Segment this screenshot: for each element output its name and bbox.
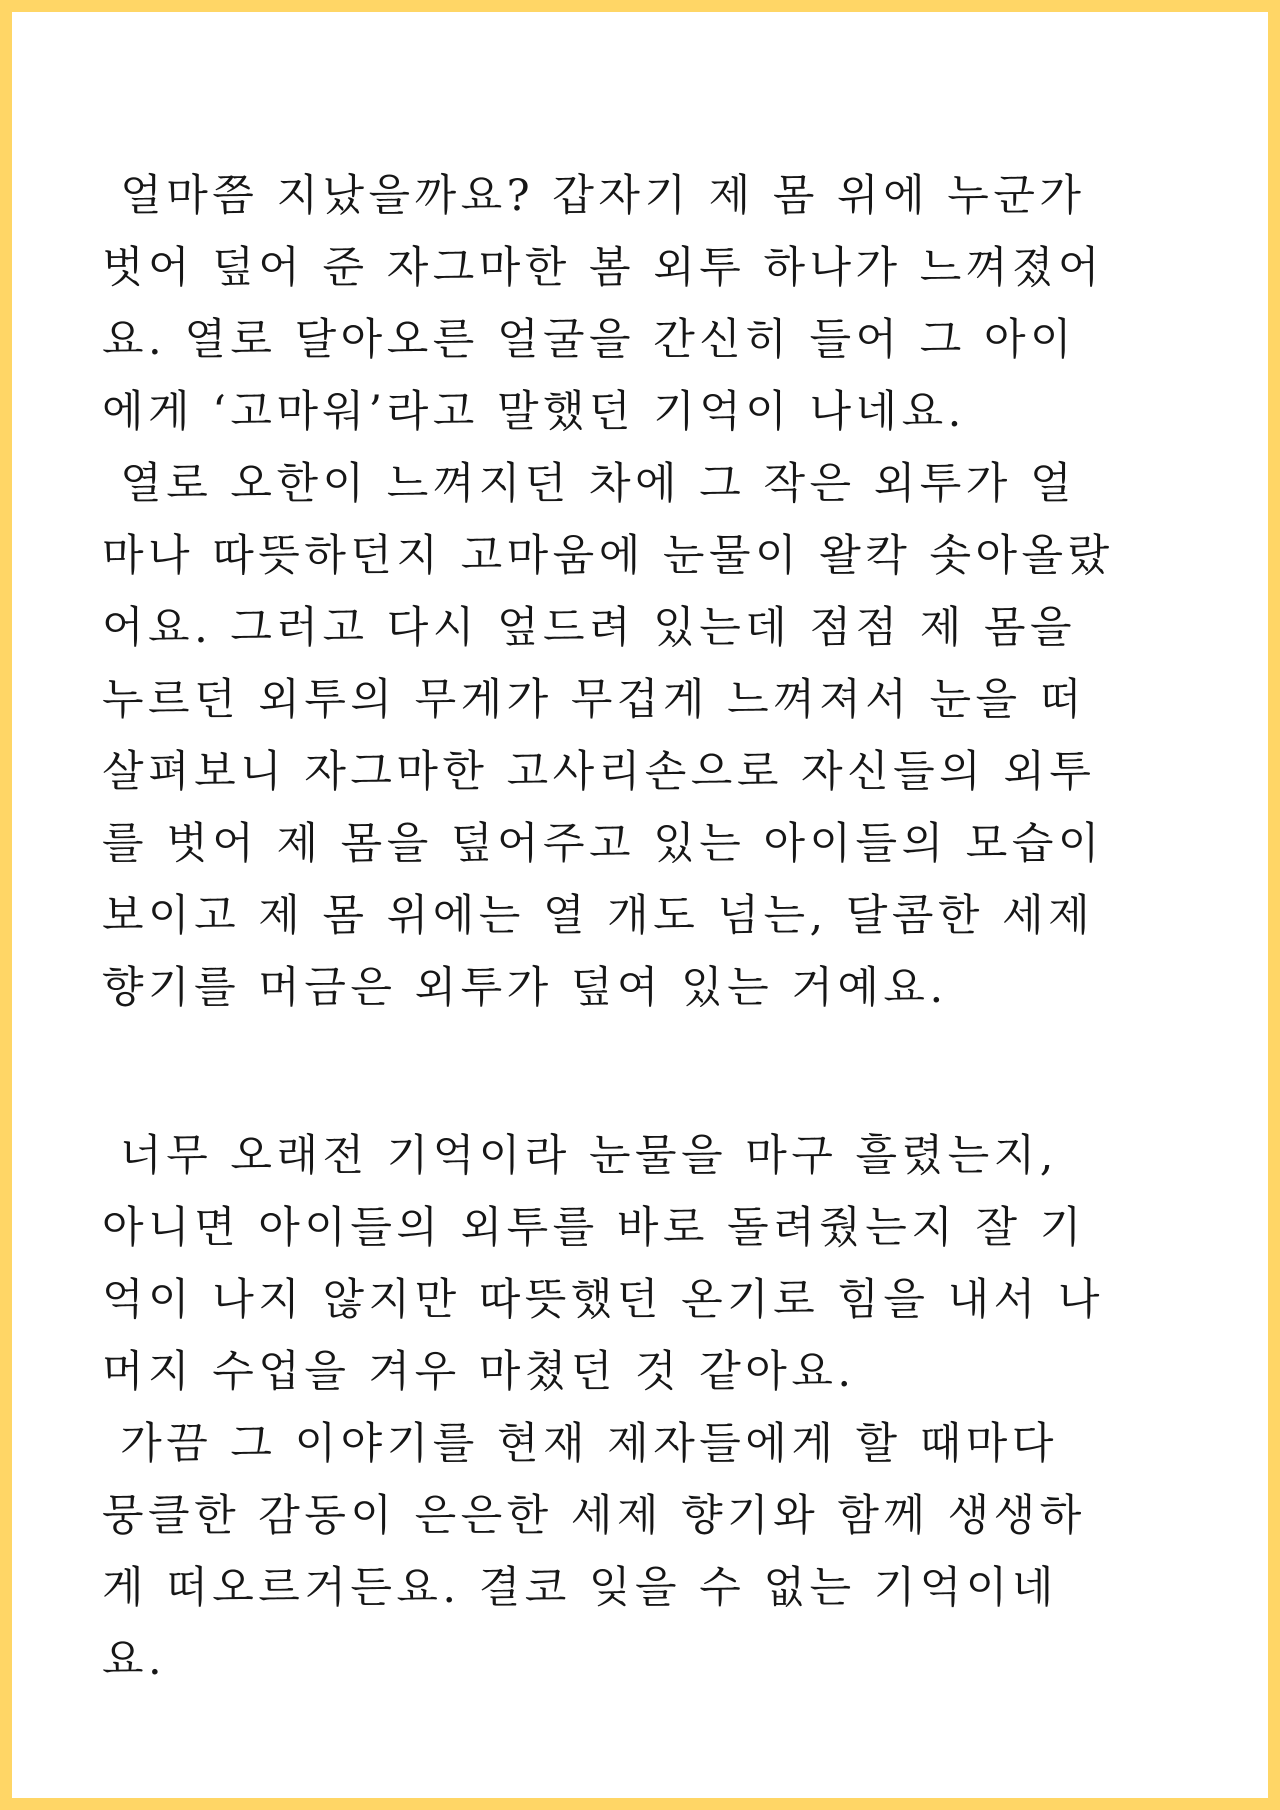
text-line: 머지 수업을 겨우 마쳤던 것 같아요. [102,1347,856,1397]
text-line: 억이 나지 않지만 따뜻했던 온기로 힘을 내서 나 [102,1275,1104,1325]
text-line: 가끔 그 이야기를 현재 제자들에게 할 때마다 [102,1419,1058,1469]
text-line: 너무 오래전 기억이라 눈물을 마구 흘렸는지, [102,1131,1058,1181]
text-line: 향기를 머금은 외투가 덮여 있는 거예요. [102,963,948,1013]
text-line: 보이고 제 몸 위에는 열 개도 넘는, 달콤한 세제 [102,891,1095,941]
text-line: 게 떠오르거든요. 결코 잊을 수 없는 기억이네 [102,1563,1058,1613]
text-line: 어요. 그러고 다시 엎드려 있는데 점점 제 몸을 [102,603,1077,653]
text-line: 에게 ‘고마워’라고 말했던 기억이 나네요. [102,387,966,437]
text-line: 벗어 덮어 준 자그마한 봄 외투 하나가 느껴졌어 [102,243,1104,293]
text-line: 요. [102,1635,167,1685]
text-line: 살펴보니 자그마한 고사리손으로 자신들의 외투 [102,747,1096,797]
text-line: 얼마쯤 지났을까요? 갑자기 제 몸 위에 누군가 [102,171,1086,221]
paragraph-section-one [102,160,1212,1024]
text-line: 열로 오한이 느껴지던 차에 그 작은 외투가 얼 [102,459,1077,509]
text-line: 뭉클한 감동이 은은한 세제 향기와 함께 생생하 [102,1491,1086,1541]
text-line: 마나 따뜻하던지 고마움에 눈물이 왈칵 솟아올랐 [102,531,1114,581]
paragraph-section-two [102,1120,1212,1696]
text-line: 아니면 아이들의 외투를 바로 돌려줬는지 잘 기 [102,1203,1086,1253]
text-line: 요. 열로 달아오른 얼굴을 간신히 들어 그 아이 [102,315,1077,365]
text-line: 를 벗어 제 몸을 덮어주고 있는 아이들의 모습이 [102,819,1104,869]
text-line: 누르던 외투의 무게가 무겁게 느껴져서 눈을 떠 [102,675,1086,725]
